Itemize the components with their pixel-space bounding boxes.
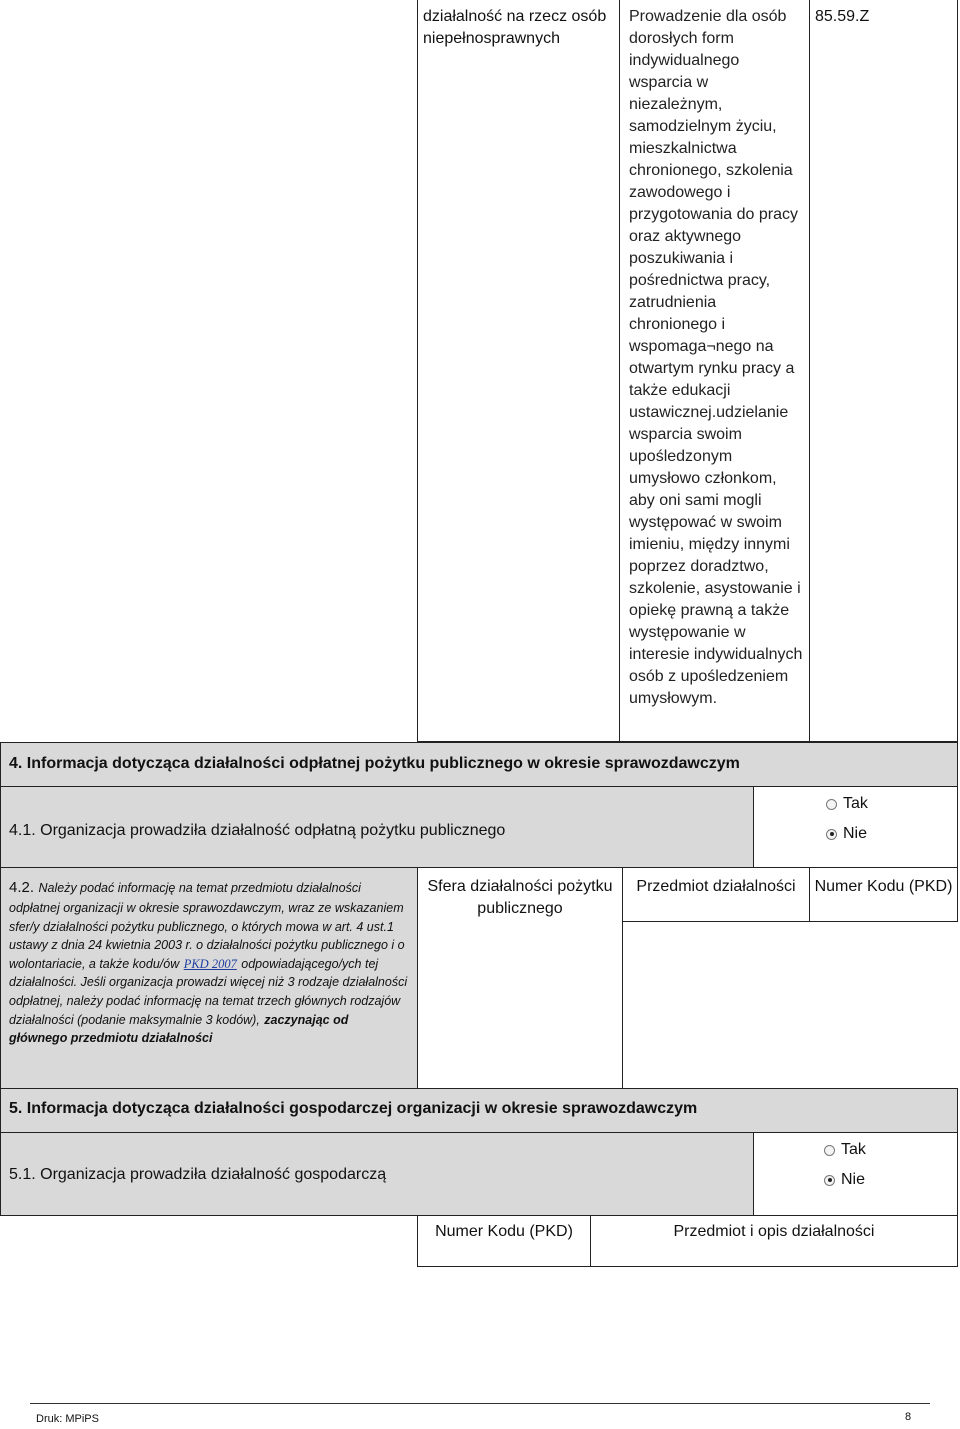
col-sphere-label: Sfera działalności pożytku publicznego — [427, 878, 613, 917]
section5-title: 5. Informacja dotycząca działalności gospodarczej organizacji w okresie sprawozdawczym — [9, 1100, 698, 1117]
description-cell — [619, 0, 810, 742]
q42-text-c: zaczynając od głównego przedmiotu działalności — [9, 1012, 349, 1046]
area-cell — [417, 0, 620, 742]
s5-col-code-header — [417, 1215, 591, 1267]
q41-option-no[interactable] — [826, 825, 867, 843]
radio-checked-icon[interactable] — [824, 1175, 835, 1186]
q42-instructions-cell — [0, 867, 418, 1089]
radio-icon[interactable] — [824, 1145, 835, 1156]
q51-option-no-label: Nie — [841, 1171, 866, 1188]
q42-text-a: Należy podać informację na temat przedmiotu działalności odpłatnej organizacji w okresie sprawozdawczym, wraz ze wskazaniem sfer/y działalności pożytku publicznego, o których mowa w art. 4 ust.1 ustawy z dnia 24 kwietnia 2003 r. o działalności pożytku publicznego i o wolontariacie, a także kodu/ów — [9, 881, 405, 971]
q41-label-cell — [0, 786, 754, 868]
col-code-label: Numer Kodu (PKD) — [814, 878, 953, 895]
q42-instructions — [9, 877, 409, 1048]
q51-options-cell — [753, 1132, 958, 1216]
radio-checked-icon[interactable] — [826, 829, 837, 840]
q42-number: 4.2. — [9, 879, 35, 896]
col-subject-label: Przedmiot działalności — [636, 878, 796, 895]
q51-option-yes[interactable] — [824, 1141, 866, 1159]
q41-option-yes-label: Tak — [843, 795, 868, 812]
footer-printer: Druk: MPiPS — [36, 1413, 99, 1425]
col-sphere-header — [417, 867, 623, 1089]
code-cell — [809, 0, 958, 742]
s5-col-code-label: Numer Kodu (PKD) — [435, 1223, 573, 1240]
q41-option-no-label: Nie — [843, 825, 868, 842]
pkd-link[interactable]: PKD 2007 — [183, 956, 237, 971]
q51-label-cell — [0, 1132, 754, 1216]
section5-header — [0, 1088, 958, 1133]
q51-option-yes-label: Tak — [841, 1141, 866, 1158]
section4-header — [0, 742, 958, 787]
q51-label: 5.1. Organizacja prowadziła działalność gospodarczą — [9, 1166, 387, 1183]
code-text: 85.59.Z — [815, 8, 870, 25]
description-part2: udzielanie wsparcia swoim upośledzonym umysłowo członkom, aby oni sami mogli występować w swoim imieniu, między innymi poprzez doradztwo, szkolenie, asystowanie i opiekę prawną a także występowanie w interesie indywidualnych osób z upośledzeniem umysłowym. — [629, 404, 803, 707]
radio-icon[interactable] — [826, 799, 837, 810]
section4-title: 4. Informacja dotycząca działalności odpłatnej pożytku publicznego w okresie sprawozdawczym — [9, 755, 740, 772]
description-part1: Prowadzenie dla osób dorosłych form indywidualnego wsparcia w niezależnym, samodzielnym życiu, mieszkalnictwa chronionego, szkolenia zawodowego i przygotowania do pracy oraz aktywnego poszukiwania i pośrednictwa pracy, zatrudnienia chronionego i wspomaga¬nego na otwartym rynku pracy a także edukacji ustawicznej. — [629, 8, 798, 421]
s5-col-subject-label: Przedmiot i opis działalności — [673, 1223, 875, 1240]
description-text — [629, 6, 805, 710]
q51-option-no[interactable] — [824, 1171, 865, 1189]
footer-page-number: 8 — [905, 1411, 912, 1423]
q41-options-cell — [753, 786, 958, 868]
s5-col-subject-header — [590, 1215, 958, 1267]
col-code-header — [809, 867, 958, 922]
q41-option-yes[interactable] — [826, 795, 868, 813]
q42-text-b: odpowiadającego/ych tej działalności. Jeśli organizacja prowadzi więcej niż 3 rodzaje działalności odpłatnej, należy podać informację na temat trzech głównych rodzajów działalności (podanie maksymalnie 3 kodów), — [9, 956, 408, 1027]
area-text: działalność na rzecz osób niepełnosprawnych — [423, 8, 607, 47]
col-subject-header — [622, 867, 810, 922]
footer-rule — [30, 1403, 930, 1404]
q41-label: 4.1. Organizacja prowadziła działalność odpłatną pożytku publicznego — [9, 822, 506, 839]
